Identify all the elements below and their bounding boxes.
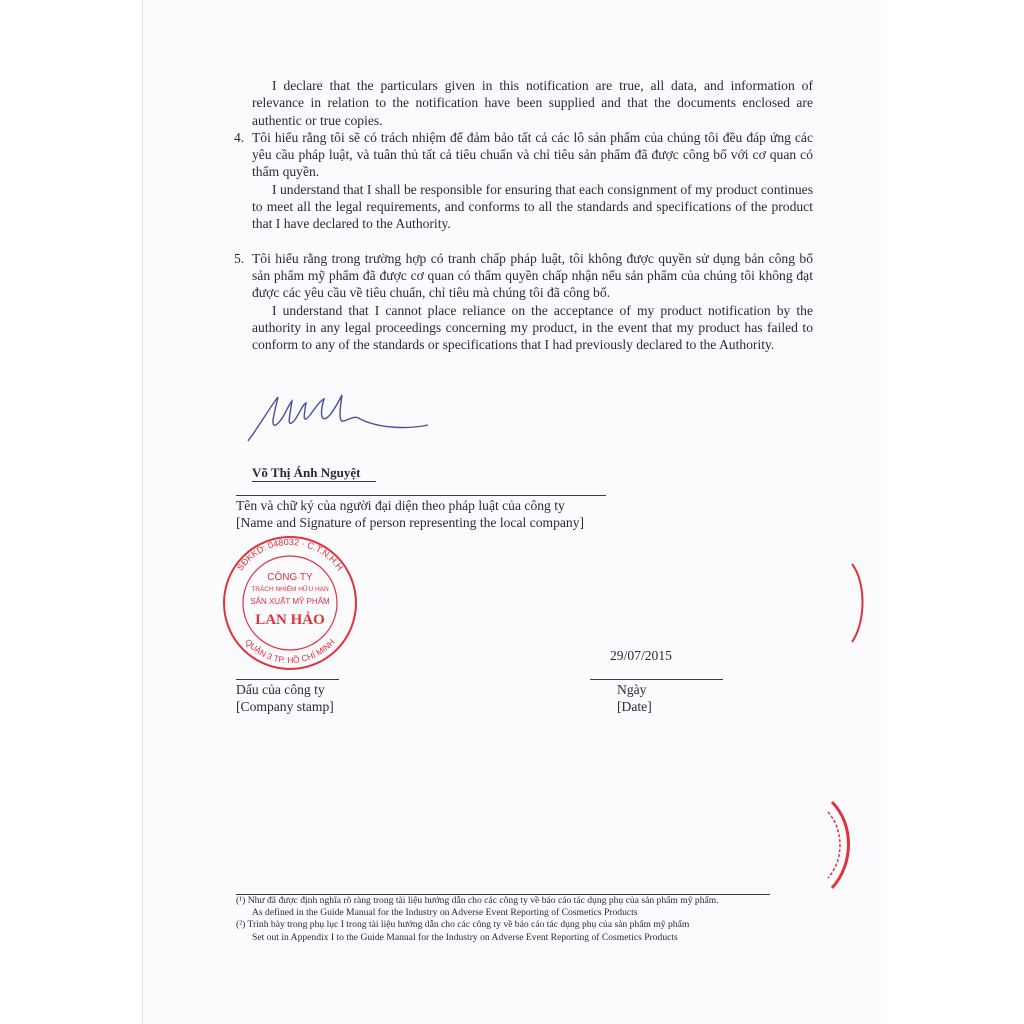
item-5 (234, 250, 813, 354)
footnote-mark: (²) (236, 919, 246, 931)
stamp-line-4: LAN HẢO (255, 612, 325, 628)
footnote-mark: (¹) (236, 895, 246, 906)
signer-name: Võ Thị Ánh Nguyệt (252, 465, 361, 480)
item-4-en: I understand that I shall be responsible for ensuring that each consignment of my product continues to meet all the legal requirements, and conforms to all the standards and specifications of the product that I have declared to the Authority. (252, 181, 813, 232)
item-4-vi: Tôi hiểu rằng tôi sẽ có trách nhiệm để đảm bảo tất cả các lô sản phẩm của chúng tôi đều đáp ứng các yêu cầu pháp luật, và tuân thủ tất cả tiêu chuẩn và chỉ tiêu sản phẩm đã được công bố với cơ quan có thẩm quyền. (252, 129, 813, 180)
date-label-en: [Date] (617, 699, 652, 714)
stamp-ring-text: SĐKKD: 048032 · C.T.N.H.H (234, 536, 346, 573)
signature-label-vi: Tên và chữ ký của người đại diện theo pháp luật của công ty (236, 498, 565, 513)
stamp-line-3: SẢN XUẤT MỸ PHẨM (250, 597, 330, 606)
date-line (590, 679, 723, 680)
handwritten-signature (240, 385, 440, 445)
declaration-body (234, 77, 813, 353)
footnote-1-en: As defined in the Guide Manual for the Industry on Adverse Event Reporting of Cosmetics Products (252, 907, 638, 919)
declaration-intro: I declare that the particulars given in this notification are true, all data, and information of relevance in relation to the notification have been supplied and that the documents enclosed are authentic or true copies. (252, 78, 813, 128)
edge-stamp-fragment (848, 562, 868, 644)
stamp-line-2: TRÁCH NHIỆM HỮU HẠN (251, 586, 329, 593)
footnotes (236, 895, 719, 944)
stamp-label-vi: Dấu của công ty (236, 682, 325, 697)
company-stamp (220, 533, 360, 673)
item-4 (234, 129, 813, 233)
signature-label-en: [Name and Signature of person representing the local company] (236, 515, 585, 530)
date-label-vi: Ngày (617, 682, 647, 697)
stamp-line-1: CÔNG TY (267, 572, 313, 583)
footnote-2-en: Set out in Appendix I to the Guide Manual for the Industry on Adverse Event Reporting of Cosmetics Products (252, 931, 678, 943)
stamp-line (236, 679, 339, 680)
item-5-vi: Tôi hiểu rằng trong trường hợp có tranh chấp pháp luật, tôi không được quyền sử dụng bản công bố sản phẩm mỹ phẩm đã được cơ quan có thẩm quyền chấp nhận nếu sản phẩm của chúng tôi không đạt được các yêu cầu về tiêu chuẩn, chỉ tiêu mà chúng tôi đã công bố. (252, 250, 813, 301)
item-number: 4. (234, 129, 245, 145)
footnote-vi: Như đã được định nghĩa rõ ràng trong tài liệu hướng dẫn cho các công ty về báo cáo tác dụng phụ của sản phẩm mỹ phẩm. (247, 895, 719, 906)
signature-line (236, 495, 606, 496)
signer-underline (252, 481, 376, 482)
footnote-vi: Trình bày trong phụ lục I trong tài liệu hướng dẫn cho các công ty về báo cáo tác dụng phụ của sản phẩm mỹ phẩm (247, 919, 690, 931)
item-number: 5. (234, 250, 245, 266)
footnote-1 (236, 895, 719, 907)
svg-text:SĐKKD: 048032 · C.T.N.H.H (235, 537, 345, 572)
item-5-en: I understand that I cannot place reliance on the acceptance of my product notification by the authority in any legal proceedings concerning my product, in the event that my product has failed to conform to any of the standards or specifications that I had previously declared to the Authority. (252, 302, 813, 353)
stamp-label-en: [Company stamp] (236, 699, 334, 714)
footnote-2 (236, 919, 719, 931)
edge-stamp-fragment (824, 798, 858, 892)
stamp-ring-bottom: QUẬN 3 TP. HỒ CHÍ MINH (243, 636, 337, 666)
date-value: 29/07/2015 (610, 648, 672, 663)
